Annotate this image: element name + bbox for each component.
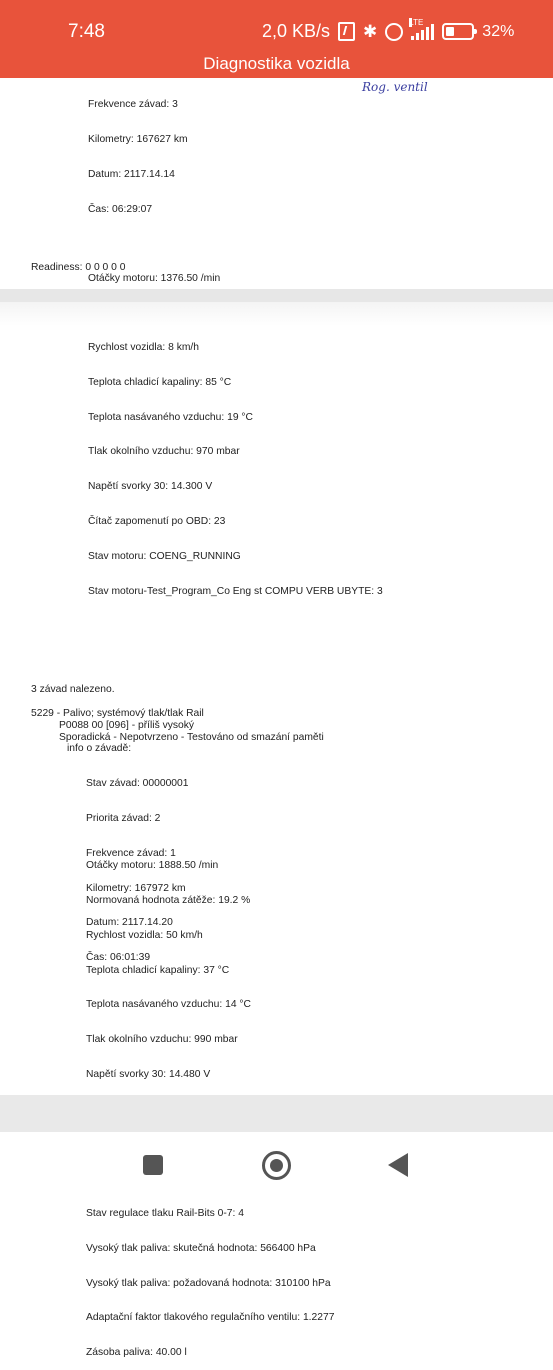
readiness-line: Readiness: 0 0 0 0 0 (31, 262, 126, 273)
faults-found: 3 závad nalezeno. (31, 684, 115, 695)
status-time: 7:48 (68, 21, 105, 42)
doc-line: Tlak okolního vzduchu: 970 mbar (88, 446, 240, 458)
recents-square-icon[interactable] (143, 1155, 163, 1175)
doc-line: Teplota nasávaného vzduchu: 19 °C (88, 411, 253, 423)
status-icons (262, 17, 515, 42)
doc-line: Tlak okolního vzduchu: 990 mbar (86, 1034, 238, 1046)
doc-line: Rychlost vozidla: 50 km/h (86, 929, 203, 941)
page-top-shade (0, 302, 553, 326)
doc-line: Teplota chladicí kapaliny: 37 °C (86, 964, 230, 976)
doc-line: Datum: 2117.14.20 (86, 917, 173, 929)
doc-line: Priorita závad: 2 (86, 812, 161, 824)
home-circle-icon[interactable] (262, 1151, 291, 1180)
fault-info-label: info o závadě: (67, 743, 132, 754)
navigation-bar (0, 1132, 553, 1200)
battery-percent: 32% (482, 22, 515, 40)
page-title: Diagnostika vozidla (0, 52, 553, 78)
doc-line: Napětí svorky 30: 14.480 V (86, 1068, 211, 1080)
doc-line: Stav závad: 00000001 (86, 778, 189, 790)
signal-icon (409, 17, 434, 40)
lte-label: LTE (409, 17, 424, 27)
doc-line: Datum: 2117.14.14 (88, 168, 175, 180)
handwritten-note: Rog. ventil (362, 80, 428, 94)
doc-line: Otáčky motoru: 1376.50 /min (88, 272, 221, 284)
page1-text (88, 76, 383, 609)
doc-line: Rychlost vozidla: 8 km/h (88, 342, 200, 354)
doc-line: Kilometry: 167972 km (86, 882, 186, 894)
fault-status: Sporadická - Nepotvrzeno - Testováno od smazání paměti (59, 732, 324, 743)
document-end-area (0, 1095, 553, 1132)
doc-line: Adaptační faktor tlakového regulačního ventilu: 1.2277 (86, 1312, 335, 1324)
doc-line: Otáčky motoru: 1888.50 /min (86, 860, 219, 872)
doc-line: Zásoba paliva: 40.00 l (86, 1347, 187, 1359)
fault-code: P0088 00 [096] - příliš vysoký (59, 720, 195, 731)
page-separator (0, 289, 553, 302)
doc-line: Kilometry: 167627 km (88, 133, 188, 145)
doc-line: Frekvence závad: 3 (88, 99, 178, 111)
doc-line: Vysoký tlak paliva: skutečná hodnota: 566400 hPa (86, 1242, 316, 1254)
doc-line: Normovaná hodnota zátěže: 19.2 % (86, 894, 251, 906)
doc-line: Napětí svorky 30: 14.300 V (88, 481, 213, 493)
doc-line: Čas: 06:01:39 (86, 952, 151, 964)
alarm-icon (385, 23, 403, 41)
doc-line: Čítač zapomenutí po OBD: 23 (88, 515, 226, 527)
network-speed: 2,0 KB/s (262, 21, 331, 41)
battery-icon (442, 23, 474, 40)
nfc-icon (338, 22, 355, 41)
doc-line: Teplota nasávaného vzduchu: 14 °C (86, 999, 251, 1011)
doc-line: Stav motoru: COENG_RUNNING (88, 550, 241, 562)
doc-line: Stav motoru-Test_Program_Co Eng st COMPU VERB UBYTE: 3 (88, 585, 383, 597)
back-triangle-icon[interactable] (388, 1153, 408, 1177)
doc-line: Vysoký tlak paliva: požadovaná hodnota: 310100 hPa (86, 1277, 331, 1289)
doc-line: Stav regulace tlaku Rail-Bits 0-7: 4 (86, 1208, 244, 1219)
doc-line: Čas: 06:29:07 (88, 203, 153, 215)
bluetooth-icon: ✱ (363, 21, 378, 41)
doc-line: Frekvence závad: 1 (86, 847, 176, 859)
fault-title: 5229 - Palivo; systémový tlak/tlak Rail (31, 708, 204, 719)
doc-line: Teplota chladicí kapaliny: 85 °C (88, 376, 232, 388)
status-bar (0, 0, 553, 52)
